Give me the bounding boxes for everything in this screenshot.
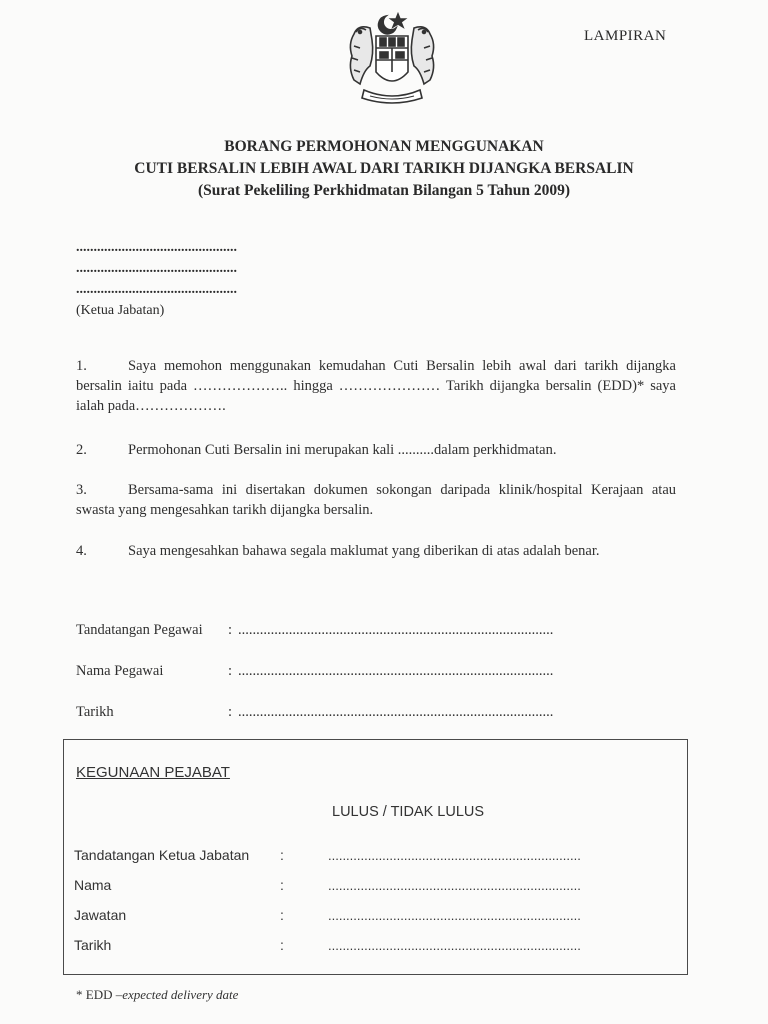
paragraph-1	[76, 356, 676, 416]
addressee-block	[76, 237, 237, 321]
head-date-field[interactable]: ......................................................................	[328, 938, 581, 953]
head-position-field[interactable]: ......................................................................	[328, 908, 581, 923]
head-signature-label: Tandatangan Ketua Jabatan	[74, 847, 250, 863]
field-colon: :	[228, 622, 233, 638]
paragraph-number: 4.	[76, 543, 87, 559]
paragraph-4	[76, 541, 676, 561]
head-date-label: Tarikh	[74, 937, 112, 953]
field-colon: :	[280, 937, 284, 953]
paragraph-3	[76, 480, 676, 520]
coat-of-arms-emblem	[330, 10, 454, 110]
field-colon: :	[228, 663, 233, 679]
paragraph-text: Bersama-sama ini disertakan dokumen sokongan daripada klinik/hospital Kerajaan atau swasta yang mengesahkan tarikh dijangka bersalin.	[76, 482, 676, 518]
officer-name-row	[76, 663, 553, 680]
officer-signature-field[interactable]: .......................................................................................	[238, 622, 554, 638]
officer-date-field[interactable]: .......................................................................................	[238, 704, 554, 720]
officer-signature-label: Tandatangan Pegawai	[76, 622, 203, 638]
officer-date-row	[76, 704, 553, 721]
paragraph-2	[76, 440, 676, 460]
head-position-label: Jawatan	[74, 907, 127, 923]
addressee-blank-line[interactable]: ..............................................	[76, 240, 237, 255]
footnote-marker: * EDD –	[76, 987, 123, 1002]
field-colon: :	[280, 847, 284, 863]
head-name-field[interactable]: ......................................................................	[328, 878, 581, 893]
head-date-row	[74, 937, 581, 953]
head-signature-row	[74, 847, 581, 863]
paragraph-text: Saya mengesahkan bahawa segala maklumat yang diberikan di atas adalah benar.	[128, 543, 600, 559]
field-colon: :	[280, 877, 284, 893]
paragraph-text: Permohonan Cuti Bersalin ini merupakan kali ..........dalam perkhidmatan.	[128, 442, 557, 458]
office-use-title: KEGUNAAN PEJABAT	[76, 764, 230, 781]
addressee-blank-line[interactable]: ..............................................	[76, 261, 237, 276]
office-use-box	[63, 739, 688, 975]
paragraph-number: 2.	[76, 442, 87, 458]
paragraph-number: 1.	[76, 358, 87, 374]
approval-status-options[interactable]: LULUS / TIDAK LULUS	[332, 804, 485, 820]
head-position-row	[74, 907, 581, 923]
footnote-text: expected delivery date	[122, 987, 239, 1002]
title-line-1: BORANG PERMOHONAN MENGGUNAKAN	[224, 138, 544, 155]
officer-name-field[interactable]: .......................................................................................	[238, 663, 554, 679]
field-colon: :	[228, 704, 233, 720]
paragraph-number: 3.	[76, 482, 87, 498]
attachment-label: LAMPIRAN	[584, 28, 667, 44]
head-signature-field[interactable]: ......................................................................	[328, 848, 581, 863]
addressee-label: (Ketua Jabatan)	[76, 303, 165, 318]
head-name-label: Nama	[74, 877, 112, 893]
paragraph-text: Saya memohon menggunakan kemudahan Cuti Bersalin lebih awal dari tarikh dijangka bersalin iaitu pada ……………….. hingga ………………… Tarikh dijangka bersalin (EDD)* saya ialah pada……………….	[76, 358, 676, 414]
form-title	[0, 136, 768, 202]
officer-name-label: Nama Pegawai	[76, 663, 164, 679]
addressee-blank-line[interactable]: ..............................................	[76, 282, 237, 297]
officer-signature-row	[76, 622, 553, 639]
officer-date-label: Tarikh	[76, 704, 114, 720]
field-colon: :	[280, 907, 284, 923]
title-line-3: (Surat Pekeliling Perkhidmatan Bilangan 5 Tahun 2009)	[197, 182, 571, 199]
footnote	[76, 987, 238, 1003]
title-line-2: CUTI BERSALIN LEBIH AWAL DARI TARIKH DIJANGKA BERSALIN	[134, 160, 634, 177]
head-name-row	[74, 877, 581, 893]
